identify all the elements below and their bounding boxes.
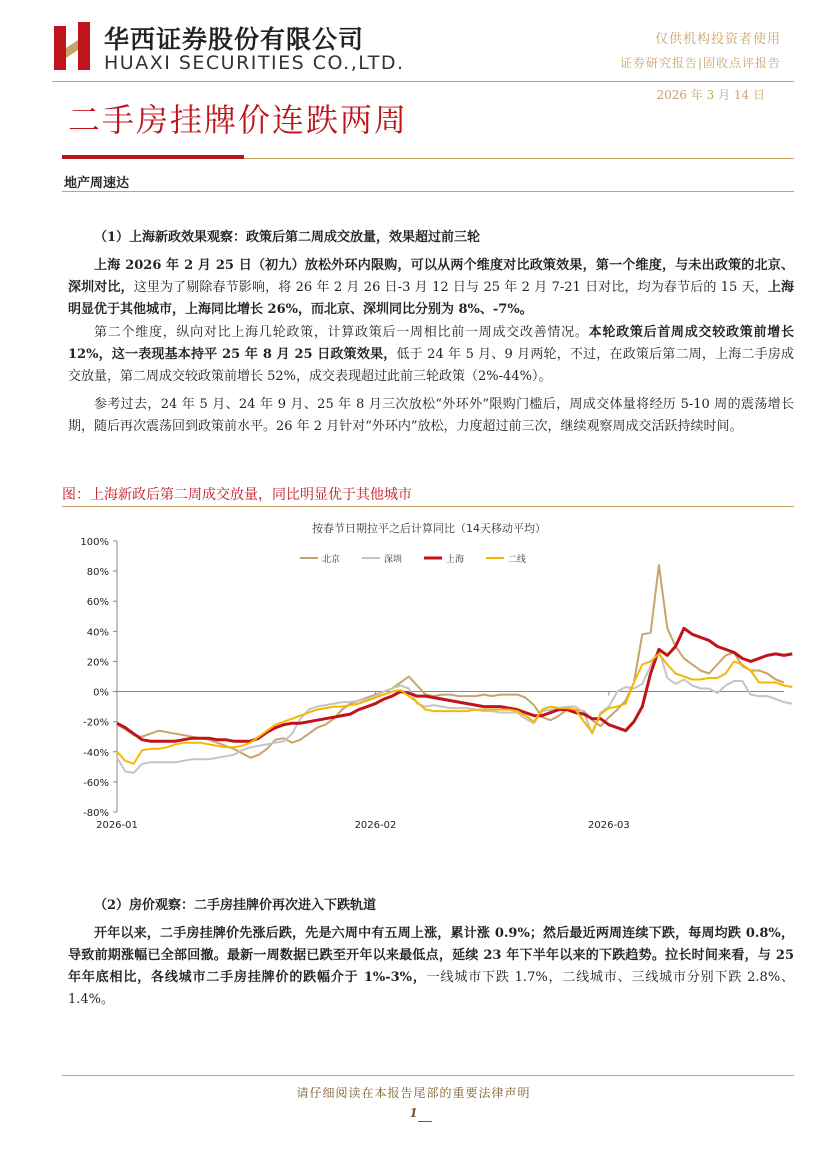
y-tick-label: 0%: [93, 687, 109, 699]
legend-label: 上海: [446, 555, 465, 565]
chart-axes: [80, 537, 784, 831]
y-tick-label: 40%: [86, 627, 109, 639]
part1-paragraph-3: 参考过去，24 年 5 月、24 年 9 月、25 年 8 月三次放松“外环外”限购门槛后，周成交体量将经历 5-10 周的震荡增长期，随后再次震荡回到政策前水平。26 年 2 月针对“外环内”放松，力度超过前三次，继续观察周成交活跃持续时间。: [68, 397, 794, 434]
figure-caption: 图：上海新政后第二周成交放量，同比明显优于其他城市: [62, 487, 412, 503]
yoy-line-chart: [62, 512, 796, 842]
figure-divider: [62, 506, 794, 507]
p1-seg-2: 这里为了剔除春节影响，将 26 年 2 月 26 日-3 月 12 日与 25 年 2 月 7-21 日对比，均为春节后的 15 天，: [133, 280, 768, 295]
part1-paragraph-1: [68, 255, 794, 321]
title-underline-gold: [244, 158, 794, 159]
page-number: 1: [409, 1106, 418, 1120]
legal-disclaimer: 请仔细阅读在本报告尾部的重要法律声明: [296, 1086, 531, 1100]
section-label: 地产周速达: [64, 176, 130, 191]
p2-seg-3: 低于 24 年 5 月、9 月两轮，不过，在政策后第二周，上海二手房成交放量，第二周成交较政策前增长 52%，成交表现超过此前三轮政策（2%-44%）。: [68, 347, 795, 384]
report-type: 证券研究报告|固收点评报告: [619, 56, 781, 70]
report-date: 2026 年 3 月 14 日: [656, 88, 765, 102]
series-line: [117, 565, 784, 758]
y-tick-label: -20%: [83, 717, 109, 729]
p1-seg-1: 上海 2026 年 2 月 25 日（初九）放松外环内限购，可以从两个维度对比政策效果，第一个维度，与未出政策的北京、深圳对比，: [68, 258, 794, 295]
company-name-cn: 华西证券股份有限公司: [104, 25, 365, 54]
p1-seg-3: 上海明显优于其他城市，上海同比增长 26%，而北京、深圳同比分别为 8%、-7%。: [68, 280, 794, 317]
chart-title: 按春节日期拉平之后计算同比（14天移动平均）: [312, 522, 546, 535]
audience-notice: 仅供机构投资者使用: [654, 32, 781, 47]
part1-paragraph-2: [68, 322, 794, 388]
part1-heading: （1）上海新政效果观察：政策后第二周成交放量，效果超过前三轮: [94, 230, 481, 245]
p4-seg-2: 一线城市下跌 1.7%，二线城市、三线城市分别下跌 2.8%、1.4%。: [68, 970, 794, 1007]
legend-label: 二线: [508, 555, 527, 565]
section-divider: [62, 191, 794, 192]
huaxi-logo-icon: [52, 20, 94, 72]
p4-seg-1: 开年以来，二手房挂牌价先涨后跌，先是六周中有五周上涨，累计涨 0.9%；然后最近两周连续下跌，每周均跌 0.8%，导致前期涨幅已全部回撤。最新一周数据已跌至开年以来最低点，延续 23 年下半年以来的下跌趋势。拉长时间来看，与 25 年年底相比，各线城市二手房挂牌价的跌幅介于 1%-3%，: [68, 926, 794, 985]
part2-heading: （2）房价观察：二手房挂牌价再次进入下跌轨道: [94, 898, 377, 913]
title-underline-red: [62, 155, 244, 159]
y-tick-label: 60%: [86, 597, 109, 609]
y-tick-label: 100%: [80, 537, 109, 548]
footer-divider: [62, 1075, 794, 1076]
y-tick-label: 20%: [86, 657, 109, 669]
part2-paragraph-1: [68, 923, 794, 1011]
x-tick-label: 2026-01: [96, 820, 138, 831]
chart-series: [117, 565, 792, 773]
company-name-en: HUAXI SECURITIES CO.,LTD.: [104, 52, 405, 74]
chart-legend: [300, 553, 526, 565]
y-tick-label: 80%: [86, 567, 109, 579]
y-tick-label: -80%: [83, 808, 109, 819]
p2-seg-2: 本轮政策后首周成交较政策前增长 12%，这一表现基本持平 25 年 8 月 25 日政策效果，: [68, 325, 794, 362]
p2-seg-1: 第二个维度，纵向对比上海几轮政策，计算政策后一周相比前一周成交改善情况。: [94, 325, 589, 340]
page-number-underline: [418, 1121, 432, 1122]
y-tick-label: -60%: [83, 777, 109, 789]
x-tick-label: 2026-02: [354, 820, 397, 831]
x-tick-label: 2026-03: [588, 820, 630, 831]
report-title: 二手房挂牌价连跌两周: [68, 101, 409, 139]
legend-label: 北京: [322, 555, 341, 565]
header-divider: [52, 81, 794, 82]
y-tick-label: -40%: [83, 747, 109, 759]
legend-label: 深圳: [384, 555, 403, 565]
